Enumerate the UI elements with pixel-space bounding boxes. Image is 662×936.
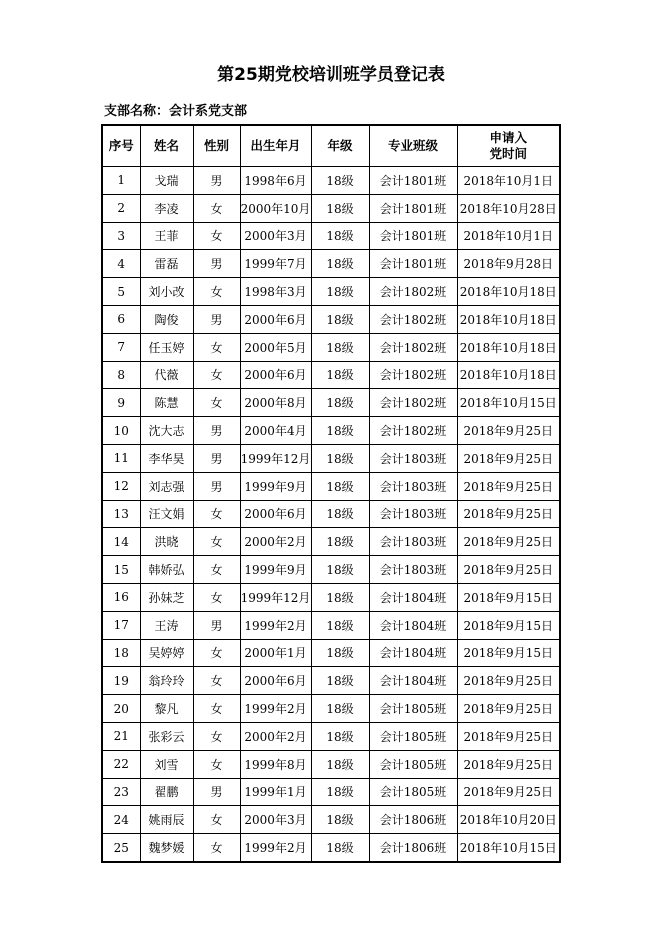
cell-class: 会计1801班 (369, 250, 457, 278)
column-header-line: 党时间 (489, 146, 527, 161)
cell-apply-date: 2018年9月15日 (457, 583, 560, 611)
cell-apply-date: 2018年9月25日 (457, 472, 560, 500)
branch-label: 支部名称：会计系党支部 (104, 104, 248, 119)
cell-birth: 2000年2月 (240, 722, 311, 750)
cell-birth: 2000年8月 (240, 389, 311, 417)
cell-class: 会计1805班 (369, 778, 457, 806)
cell-birth: 1999年2月 (240, 695, 311, 723)
table-row (102, 695, 560, 723)
cell-grade: 18级 (311, 528, 369, 556)
cell-apply-date: 2018年9月25日 (457, 444, 560, 472)
cell-class: 会计1802班 (369, 361, 457, 389)
cell-apply-date: 2018年9月28日 (457, 250, 560, 278)
cell-name: 翁玲玲 (140, 667, 193, 695)
table-body (102, 167, 560, 862)
cell-index: 2 (102, 194, 140, 222)
registration-table (101, 124, 561, 863)
cell-class: 会计1801班 (369, 167, 457, 195)
cell-class: 会计1806班 (369, 834, 457, 862)
cell-apply-date: 2018年10月1日 (457, 222, 560, 250)
table-row (102, 834, 560, 862)
cell-apply-date: 2018年10月1日 (457, 167, 560, 195)
cell-grade: 18级 (311, 750, 369, 778)
cell-gender: 女 (193, 194, 240, 222)
cell-birth: 2000年10月 (240, 194, 311, 222)
cell-index: 19 (102, 667, 140, 695)
cell-gender: 女 (193, 639, 240, 667)
cell-index: 22 (102, 750, 140, 778)
cell-name: 李华昊 (140, 444, 193, 472)
cell-gender: 女 (193, 556, 240, 584)
cell-apply-date: 2018年9月25日 (457, 695, 560, 723)
cell-apply-date: 2018年10月28日 (457, 194, 560, 222)
cell-class: 会计1802班 (369, 333, 457, 361)
cell-birth: 2000年6月 (240, 361, 311, 389)
cell-birth: 2000年6月 (240, 500, 311, 528)
table-row (102, 806, 560, 834)
cell-apply-date: 2018年9月25日 (457, 667, 560, 695)
column-header: 姓名 (140, 125, 193, 167)
cell-name: 张彩云 (140, 722, 193, 750)
cell-gender: 女 (193, 278, 240, 306)
cell-index: 1 (102, 167, 140, 195)
cell-birth: 1999年8月 (240, 750, 311, 778)
cell-grade: 18级 (311, 417, 369, 445)
table-row (102, 472, 560, 500)
cell-grade: 18级 (311, 778, 369, 806)
cell-grade: 18级 (311, 444, 369, 472)
cell-birth: 2000年3月 (240, 806, 311, 834)
cell-grade: 18级 (311, 278, 369, 306)
table-row (102, 500, 560, 528)
cell-grade: 18级 (311, 333, 369, 361)
cell-class: 会计1804班 (369, 583, 457, 611)
cell-index: 4 (102, 250, 140, 278)
cell-class: 会计1805班 (369, 722, 457, 750)
cell-index: 11 (102, 444, 140, 472)
cell-gender: 男 (193, 250, 240, 278)
cell-birth: 1999年12月 (240, 583, 311, 611)
cell-gender: 女 (193, 750, 240, 778)
cell-apply-date: 2018年10月15日 (457, 834, 560, 862)
cell-grade: 18级 (311, 389, 369, 417)
cell-grade: 18级 (311, 695, 369, 723)
cell-grade: 18级 (311, 583, 369, 611)
cell-name: 陈慧 (140, 389, 193, 417)
cell-gender: 男 (193, 611, 240, 639)
cell-birth: 1998年6月 (240, 167, 311, 195)
cell-index: 9 (102, 389, 140, 417)
cell-class: 会计1803班 (369, 472, 457, 500)
cell-name: 沈大志 (140, 417, 193, 445)
cell-class: 会计1803班 (369, 528, 457, 556)
cell-grade: 18级 (311, 472, 369, 500)
cell-grade: 18级 (311, 834, 369, 862)
cell-gender: 男 (193, 444, 240, 472)
cell-name: 刘志强 (140, 472, 193, 500)
cell-name: 孙妹芝 (140, 583, 193, 611)
cell-name: 李凌 (140, 194, 193, 222)
cell-gender: 女 (193, 722, 240, 750)
cell-grade: 18级 (311, 222, 369, 250)
cell-birth: 2000年3月 (240, 222, 311, 250)
table-row (102, 556, 560, 584)
cell-grade: 18级 (311, 639, 369, 667)
cell-gender: 女 (193, 222, 240, 250)
cell-name: 雷磊 (140, 250, 193, 278)
cell-class: 会计1803班 (369, 500, 457, 528)
cell-grade: 18级 (311, 667, 369, 695)
cell-name: 刘小改 (140, 278, 193, 306)
cell-index: 12 (102, 472, 140, 500)
cell-gender: 男 (193, 778, 240, 806)
cell-grade: 18级 (311, 305, 369, 333)
cell-apply-date: 2018年10月18日 (457, 361, 560, 389)
cell-apply-date: 2018年9月15日 (457, 611, 560, 639)
cell-apply-date: 2018年9月25日 (457, 556, 560, 584)
table-row (102, 778, 560, 806)
cell-class: 会计1802班 (369, 417, 457, 445)
table-row (102, 333, 560, 361)
cell-class: 会计1803班 (369, 444, 457, 472)
cell-index: 17 (102, 611, 140, 639)
cell-grade: 18级 (311, 556, 369, 584)
cell-birth: 1999年9月 (240, 472, 311, 500)
cell-index: 3 (102, 222, 140, 250)
cell-name: 任玉婷 (140, 333, 193, 361)
cell-gender: 女 (193, 583, 240, 611)
table-row (102, 194, 560, 222)
table-row (102, 361, 560, 389)
cell-name: 姚雨辰 (140, 806, 193, 834)
cell-name: 洪晓 (140, 528, 193, 556)
cell-birth: 1999年2月 (240, 611, 311, 639)
cell-name: 翟鹏 (140, 778, 193, 806)
cell-index: 5 (102, 278, 140, 306)
cell-index: 6 (102, 305, 140, 333)
cell-index: 14 (102, 528, 140, 556)
cell-apply-date: 2018年9月25日 (457, 417, 560, 445)
cell-name: 魏梦媛 (140, 834, 193, 862)
table-row (102, 611, 560, 639)
cell-gender: 男 (193, 472, 240, 500)
cell-gender: 男 (193, 305, 240, 333)
cell-class: 会计1802班 (369, 278, 457, 306)
cell-name: 刘雪 (140, 750, 193, 778)
cell-apply-date: 2018年10月18日 (457, 333, 560, 361)
cell-grade: 18级 (311, 611, 369, 639)
cell-grade: 18级 (311, 806, 369, 834)
cell-birth: 2000年6月 (240, 305, 311, 333)
column-header-line: 申请入 (489, 130, 527, 145)
cell-grade: 18级 (311, 361, 369, 389)
cell-gender: 女 (193, 834, 240, 862)
cell-index: 21 (102, 722, 140, 750)
cell-apply-date: 2018年10月15日 (457, 389, 560, 417)
cell-index: 24 (102, 806, 140, 834)
cell-gender: 女 (193, 528, 240, 556)
table-row (102, 750, 560, 778)
cell-index: 10 (102, 417, 140, 445)
cell-index: 13 (102, 500, 140, 528)
cell-index: 23 (102, 778, 140, 806)
table-row (102, 250, 560, 278)
table-row (102, 528, 560, 556)
cell-class: 会计1802班 (369, 389, 457, 417)
cell-class: 会计1804班 (369, 639, 457, 667)
cell-grade: 18级 (311, 722, 369, 750)
cell-apply-date: 2018年9月15日 (457, 639, 560, 667)
cell-index: 8 (102, 361, 140, 389)
cell-name: 韩娇弘 (140, 556, 193, 584)
cell-apply-date: 2018年10月18日 (457, 278, 560, 306)
cell-index: 25 (102, 834, 140, 862)
cell-name: 黎凡 (140, 695, 193, 723)
column-header: 专业班级 (369, 125, 457, 167)
cell-class: 会计1805班 (369, 695, 457, 723)
column-header: 年级 (311, 125, 369, 167)
cell-class: 会计1805班 (369, 750, 457, 778)
cell-index: 16 (102, 583, 140, 611)
cell-gender: 女 (193, 389, 240, 417)
cell-class: 会计1802班 (369, 305, 457, 333)
cell-class: 会计1801班 (369, 194, 457, 222)
cell-apply-date: 2018年10月20日 (457, 806, 560, 834)
cell-gender: 女 (193, 806, 240, 834)
cell-class: 会计1804班 (369, 611, 457, 639)
cell-gender: 女 (193, 667, 240, 695)
table-row (102, 278, 560, 306)
cell-birth: 2000年5月 (240, 333, 311, 361)
cell-name: 代薇 (140, 361, 193, 389)
page-title: 第25期党校培训班学员登记表 (217, 65, 445, 85)
table-row (102, 583, 560, 611)
header-row (102, 125, 560, 167)
cell-birth: 2000年6月 (240, 667, 311, 695)
table-row (102, 667, 560, 695)
cell-apply-date: 2018年9月25日 (457, 778, 560, 806)
column-header: 出生年月 (240, 125, 311, 167)
cell-apply-date: 2018年9月25日 (457, 528, 560, 556)
table-row (102, 222, 560, 250)
cell-birth: 2000年2月 (240, 528, 311, 556)
column-header: 序号 (102, 125, 140, 167)
cell-grade: 18级 (311, 194, 369, 222)
cell-birth: 1999年2月 (240, 834, 311, 862)
table-row (102, 167, 560, 195)
table-row (102, 389, 560, 417)
cell-grade: 18级 (311, 500, 369, 528)
cell-grade: 18级 (311, 250, 369, 278)
cell-birth: 1999年7月 (240, 250, 311, 278)
cell-index: 15 (102, 556, 140, 584)
cell-class: 会计1804班 (369, 667, 457, 695)
cell-class: 会计1803班 (369, 556, 457, 584)
cell-birth: 1998年3月 (240, 278, 311, 306)
cell-apply-date: 2018年9月25日 (457, 750, 560, 778)
cell-gender: 女 (193, 695, 240, 723)
column-header: 性别 (193, 125, 240, 167)
cell-birth: 2000年4月 (240, 417, 311, 445)
cell-gender: 男 (193, 417, 240, 445)
table-row (102, 417, 560, 445)
table-row (102, 639, 560, 667)
cell-gender: 男 (193, 167, 240, 195)
cell-name: 戈瑞 (140, 167, 193, 195)
cell-birth: 1999年9月 (240, 556, 311, 584)
table-row (102, 305, 560, 333)
table-row (102, 722, 560, 750)
cell-gender: 女 (193, 500, 240, 528)
cell-class: 会计1806班 (369, 806, 457, 834)
cell-apply-date: 2018年9月25日 (457, 722, 560, 750)
cell-grade: 18级 (311, 167, 369, 195)
cell-birth: 2000年1月 (240, 639, 311, 667)
cell-name: 王菲 (140, 222, 193, 250)
cell-class: 会计1801班 (369, 222, 457, 250)
cell-gender: 女 (193, 333, 240, 361)
column-header (457, 125, 560, 167)
cell-name: 汪文娟 (140, 500, 193, 528)
cell-name: 陶俊 (140, 305, 193, 333)
cell-apply-date: 2018年9月25日 (457, 500, 560, 528)
cell-index: 20 (102, 695, 140, 723)
cell-birth: 1999年12月 (240, 444, 311, 472)
cell-name: 王涛 (140, 611, 193, 639)
cell-index: 7 (102, 333, 140, 361)
table-row (102, 444, 560, 472)
cell-name: 吴婷婷 (140, 639, 193, 667)
cell-gender: 女 (193, 361, 240, 389)
cell-index: 18 (102, 639, 140, 667)
cell-apply-date: 2018年10月18日 (457, 305, 560, 333)
cell-birth: 1999年1月 (240, 778, 311, 806)
